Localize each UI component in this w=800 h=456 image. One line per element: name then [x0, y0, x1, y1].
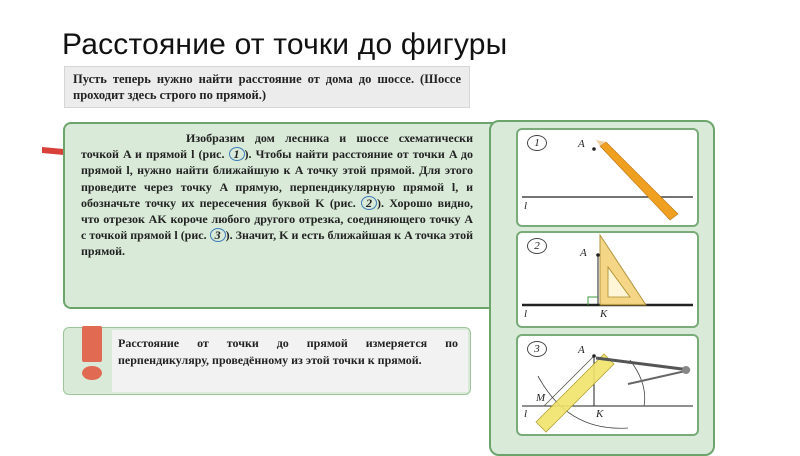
- figure-ref-3: 3: [210, 228, 226, 242]
- figure-ref-1: 1: [229, 147, 245, 161]
- intro-box: [64, 66, 470, 108]
- intro-text: Пусть теперь нужно найти расстояние от дома до шоссе. (Шоссе проходит здесь строго по прямой.): [65, 67, 469, 107]
- point-label-k: K: [596, 408, 603, 420]
- main-text: [81, 130, 473, 260]
- figure-3: [516, 334, 699, 436]
- line-label-l: l: [524, 408, 527, 420]
- line-label-l: l: [524, 308, 527, 320]
- main-text-panel: [63, 122, 501, 309]
- figure-number: 3: [527, 341, 547, 357]
- definition-panel: [63, 327, 471, 395]
- main-text-part2: ). Чтобы найти расстояние от точки A до прямой l, нужно найти ближайшую к A точку этой прямой. Для этого проведите через точку A прямую, перпендикулярную прямой l, и обозначьте точку их пересечения буквой K (рис.: [81, 147, 473, 210]
- point-label-a: A: [580, 247, 587, 259]
- main-text-part1: Изобразим дом лесника и шоссе схематически точкой A и прямой l (рис.: [81, 131, 473, 161]
- page-title: Расстояние от точки до фигуры: [62, 28, 507, 62]
- point-label-k: K: [600, 308, 607, 320]
- point-label-a: A: [578, 344, 585, 356]
- figure-number: 1: [527, 135, 547, 151]
- main-text-part4: ). Значит, K и есть ближайшая к A точка этой прямой.: [81, 228, 473, 258]
- set-square-icon: [600, 235, 646, 305]
- figure-1: [516, 128, 699, 227]
- figure-2: [516, 231, 699, 328]
- point-label-a: A: [578, 138, 585, 150]
- main-text-part3: ). Хорошо видно, что отрезок AK короче любого другого отрезка, соединяющего точку A с точкой прямой l (рис.: [81, 196, 473, 242]
- figure-number: 2: [527, 238, 547, 254]
- pencil-icon: [596, 140, 678, 220]
- definition-text: Расстояние от точки до прямой измеряется по перпендикуляру, проведённому из этой точки к прямой.: [118, 335, 458, 368]
- line-label-l: l: [524, 200, 527, 212]
- exclamation-dot-icon: [82, 366, 102, 380]
- ruler-icon: [536, 354, 614, 432]
- figure-ref-2: 2: [361, 196, 377, 210]
- exclamation-icon: [82, 326, 102, 362]
- point-label-m: M: [536, 392, 545, 404]
